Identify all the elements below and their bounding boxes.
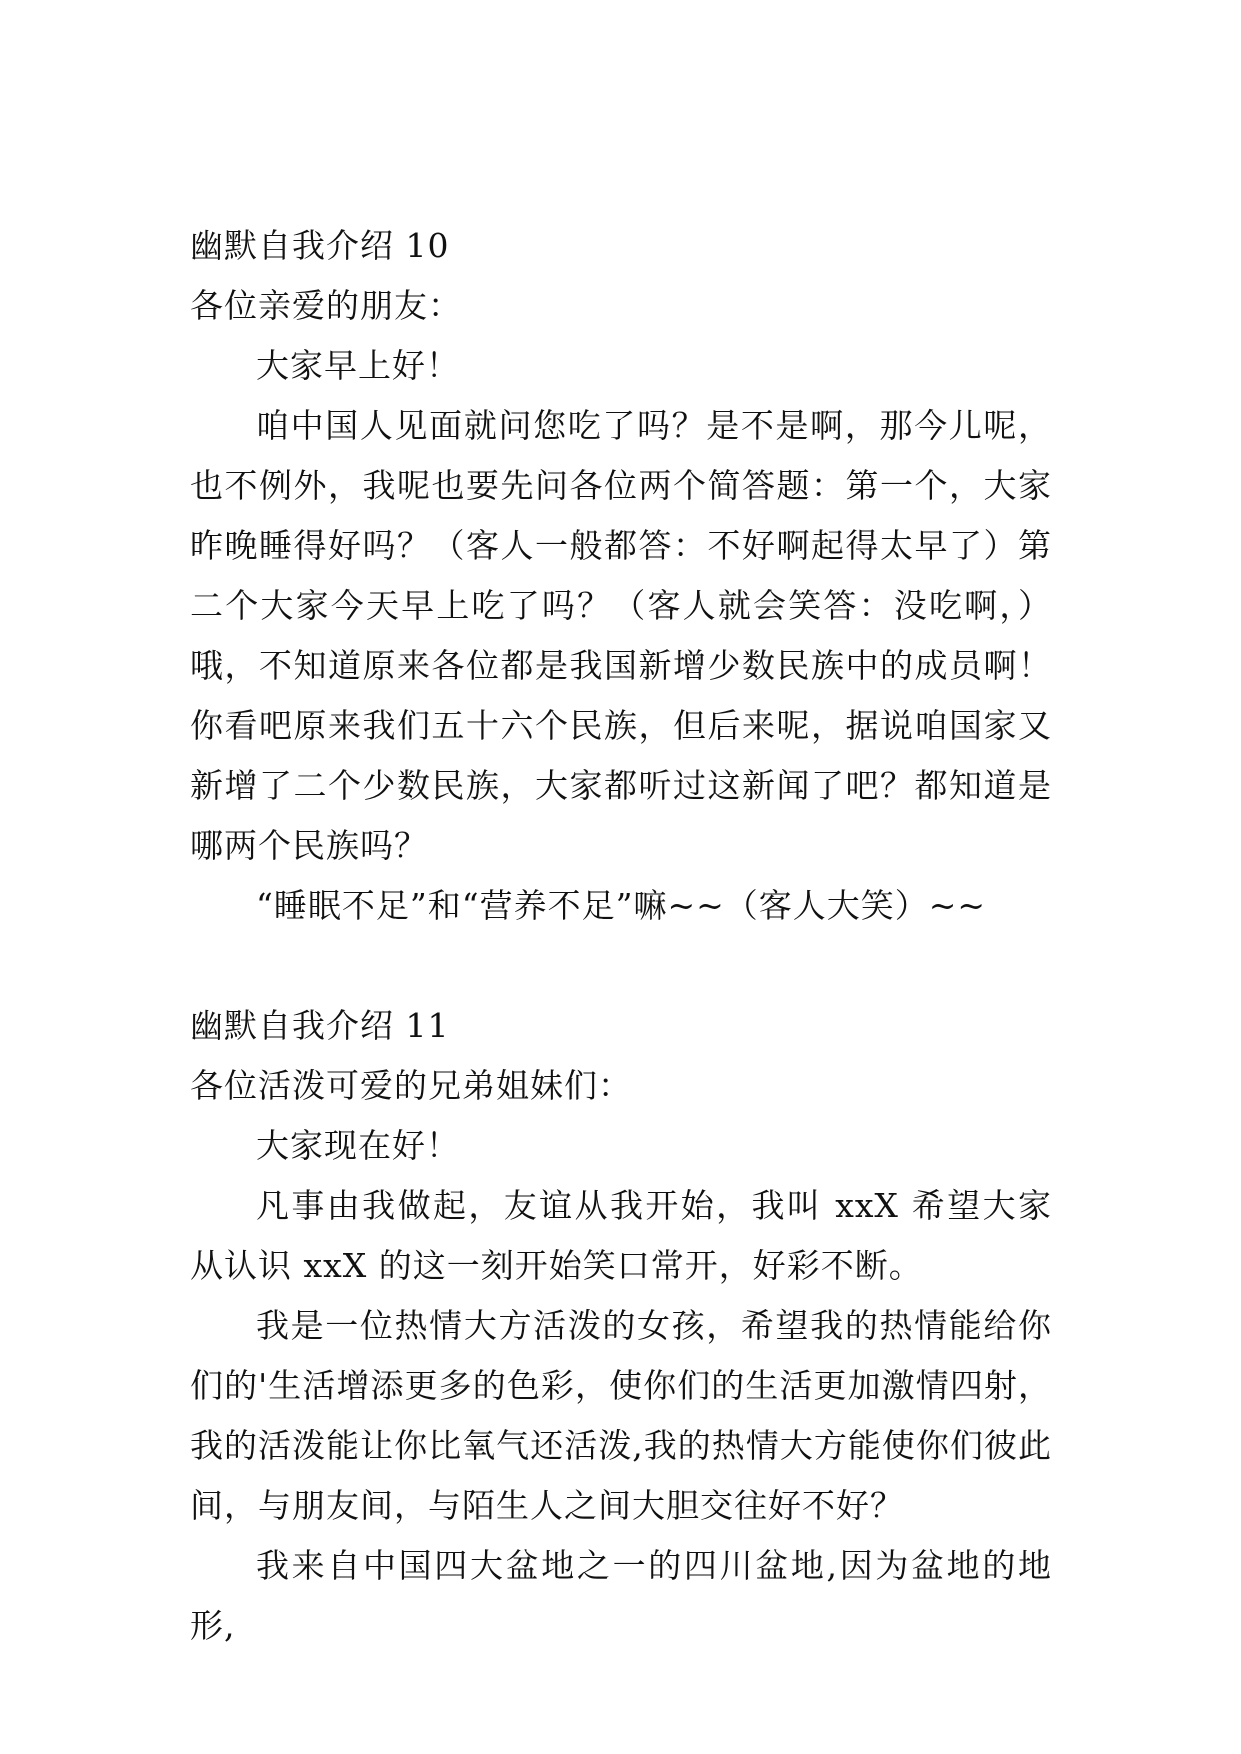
paragraph: 咱中国人见面就问您吃了吗？是不是啊，那今儿呢，也不例外，我呢也要先问各位两个简答题：第一个，大家昨晚睡得好吗？（客人一般都答：不好啊起得太早了）第二个大家今天早上吃了吗？（客人就会笑答：没吃啊，）哦，不知道原来各位都是我国新增少数民族中的成员啊！你看吧原来我们五十六个民族，但后来呢，据说咱国家又新增了二个少数民族，大家都听过这新闻了吧？都知道是哪两个民族吗？ xyxy=(190,406,1052,865)
greeting: 大家早上好！ xyxy=(256,346,460,385)
section-heading: 幽默自我介绍 11 xyxy=(190,1006,450,1045)
paragraph: 凡事由我做起，友谊从我开始，我叫 xxX 希望大家从认识 xxX 的这一刻开始笑口常开，好彩不断。 xyxy=(190,1186,1052,1285)
document-body xyxy=(190,216,1052,1656)
paragraph: 我是一位热情大方活泼的女孩，希望我的热情能给你们的'生活增添更多的色彩，使你们的生活更加激情四射，我的活泼能让你比氧气还活泼,我的热情大方能使你们彼此间，与朋友间，与陌生人之间大胆交往好不好？ xyxy=(190,1306,1052,1525)
section-intro-10 xyxy=(190,216,1052,936)
salutation: 各位亲爱的朋友： xyxy=(190,286,462,325)
paragraph: “睡眠不足”和“营养不足”嘛~~（客人大笑）~~ xyxy=(256,886,987,925)
paragraph: 我来自中国四大盆地之一的四川盆地,因为盆地的地形, xyxy=(190,1546,1052,1645)
section-heading: 幽默自我介绍 10 xyxy=(190,226,450,265)
section-intro-11 xyxy=(190,996,1052,1656)
salutation: 各位活泼可爱的兄弟姐妹们： xyxy=(190,1066,632,1105)
greeting: 大家现在好！ xyxy=(256,1126,460,1165)
